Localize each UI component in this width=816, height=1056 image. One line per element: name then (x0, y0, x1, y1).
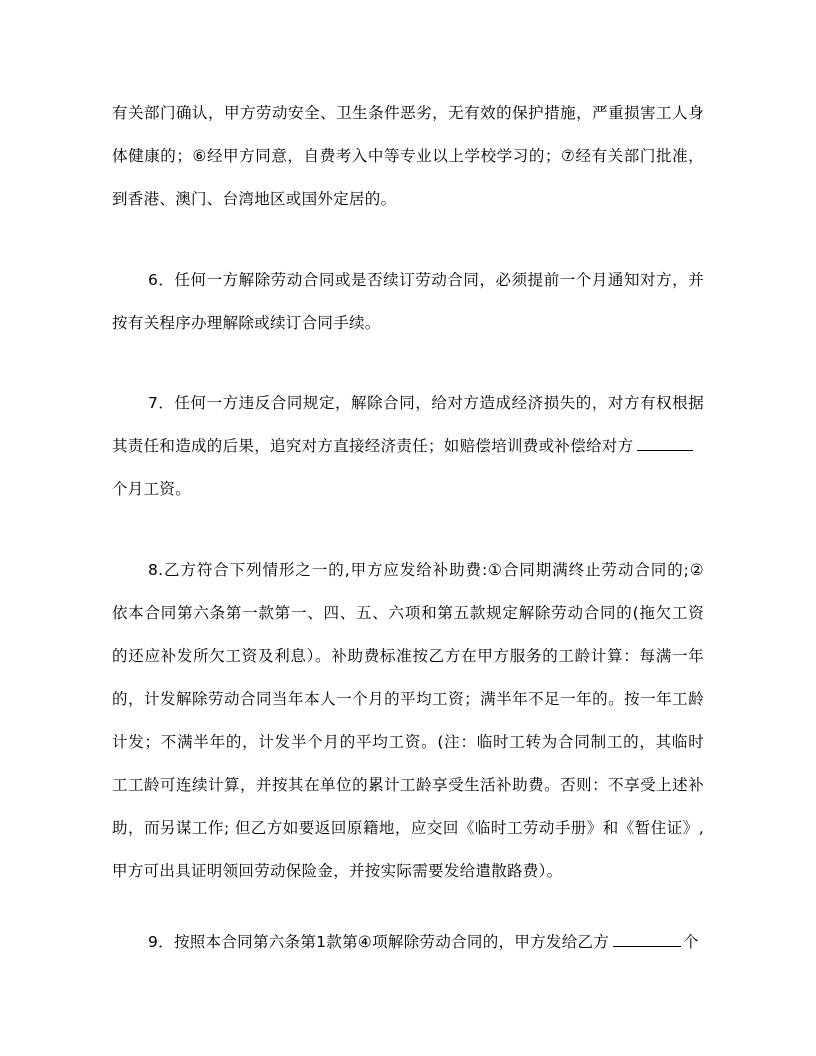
fill-in-blank[interactable] (637, 434, 693, 451)
text-segment: 9．按照本合同第六条第1款第④项解除劳动合同的，甲方发给乙方 (148, 933, 610, 951)
paragraph-6 (112, 259, 704, 345)
paragraph-5-continuation (112, 92, 704, 221)
text-line: 6．任何一方解除劳动合同或是否续订劳动合同，必须提前一个月通知对方，并 (148, 271, 704, 289)
paragraph-9 (112, 921, 704, 964)
text-line: 的还应补发所欠工资及利息）。补助费标准按乙方在甲方服务的工龄计算：每满一年 (112, 647, 704, 665)
text-line: 有关部门确认，甲方劳动安全、卫生条件恶劣，无有效的保护措施，严重损害工人身 (112, 104, 704, 122)
text-line: 8.乙方符合下列情形之一的,甲方应发给补助费:①合同期满终止劳动合同的;② (148, 561, 704, 579)
text-line: 体健康的；⑥经甲方同意，自费考入中等专业以上学校学习的；⑦经有关部门批准， (112, 147, 704, 165)
text-line: 按有关程序办理解除或续订合同手续。 (112, 314, 381, 332)
text-line (112, 921, 704, 964)
text-line: 到香港、澳门、台湾地区或国外定居的。 (112, 190, 397, 208)
text-segment: 其责任和造成的后果，追究对方直接经济责任；如赔偿培训费或补偿给对方 (112, 437, 634, 455)
text-line (112, 425, 704, 468)
paragraph-8 (112, 549, 704, 893)
fill-in-blank[interactable] (613, 930, 681, 947)
text-line: 计发；不满半年的，计发半个月的平均工资。(注：临时工转为合同制工的，其临时 (112, 733, 704, 751)
text-line: 7．任何一方违反合同规定，解除合同，给对方造成经济损失的，对方有权根据 (148, 394, 704, 412)
text-line: 工工龄可连续计算，并按其在单位的累计工龄享受生活补助费。否则：不享受上述补 (112, 776, 704, 794)
text-line: 个月工资。 (112, 480, 192, 498)
text-line: 依本合同第六条第一款第一、四、五、六项和第五款规定解除劳动合同的(拖欠工资 (112, 604, 704, 622)
paragraph-7 (112, 382, 704, 511)
text-line: 的，计发解除劳动合同当年本人一个月的平均工资；满半年不足一年的。按一年工龄 (112, 690, 704, 708)
text-line: 甲方可出具证明领回劳动保险金，并按实际需要发给遣散路费）。 (112, 862, 563, 880)
text-line: 助，而另谋工作; 但乙方如要返回原籍地，应交回《临时工劳动手册》和《暂住证》, (112, 819, 704, 837)
text-segment: 个 (683, 933, 699, 951)
